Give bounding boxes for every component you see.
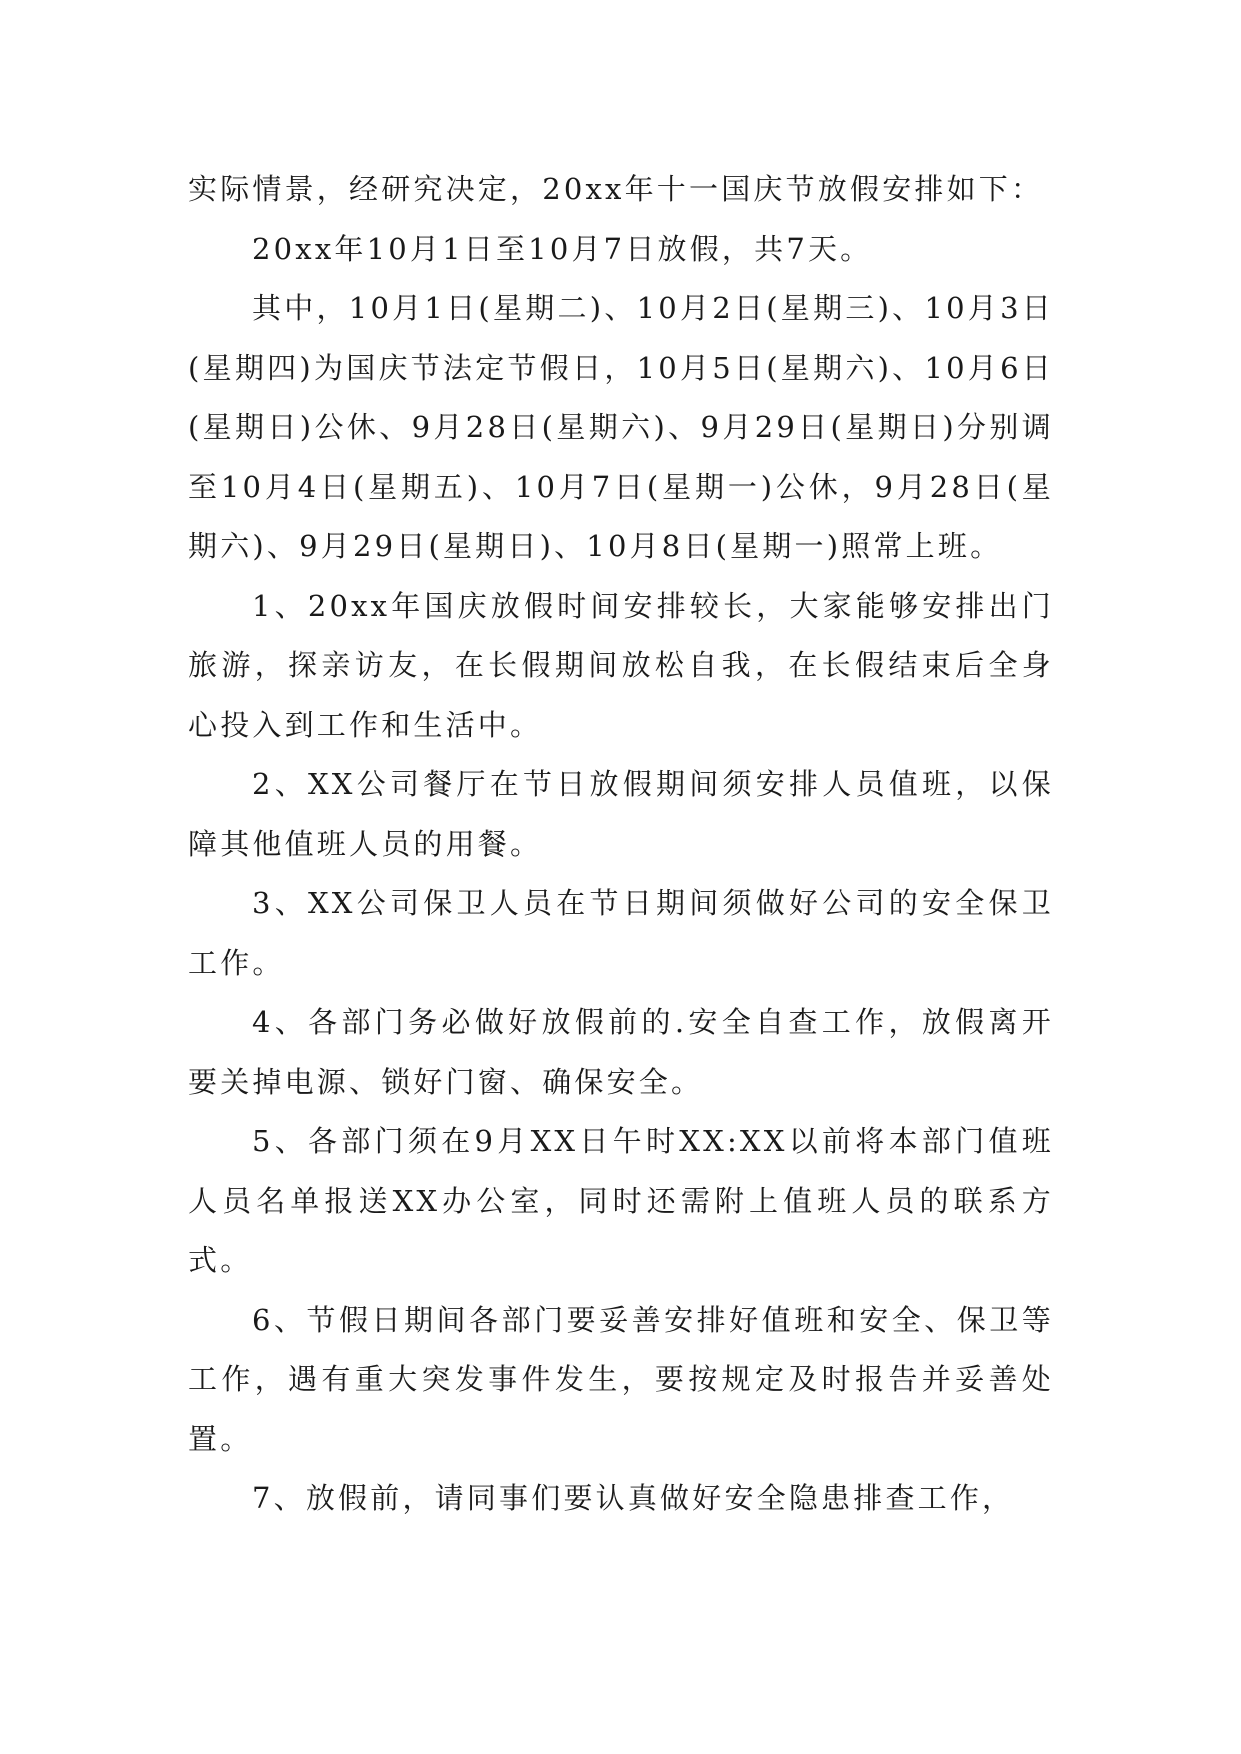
list-item-1: 1、20xx年国庆放假时间安排较长，大家能够安排出门旅游，探亲访友，在长假期间放松自我，在长假结束后全身心投入到工作和生活中。 — [188, 588, 1054, 742]
paragraph-intro-continuation: 实际情景，经研究决定，20xx年十一国庆节放假安排如下： — [188, 172, 1044, 206]
list-item-7: 7、放假前，请同事们要认真做好安全隐患排查工作， — [252, 1481, 1015, 1515]
paragraph-holiday-dates: 20xx年10月1日至10月7日放假，共7天。 — [252, 231, 873, 266]
list-item-4: 4、各部门务必做好放假前的.安全自查工作，放假离开要关掉电源、锁好门窗、确保安全。 — [188, 1005, 1054, 1099]
document-body — [188, 160, 1054, 1529]
paragraph-schedule-details: 其中，10月1日(星期二)、10月2日(星期三)、10月3日(星期四)为国庆节法定节假日，10月5日(星期六)、10月6日(星期日)公休、9月28日(星期六)、9月29日(星期日)分别调至10月4日(星期五)、10月7日(星期一)公休，9月28日(星期六)、9月29日(星期日)、10月8日(星期一)照常上班。 — [188, 291, 1054, 563]
list-item-5: 5、各部门须在9月XX日午时XX:XX以前将本部门值班人员名单报送XX办公室，同时还需附上值班人员的联系方式。 — [188, 1124, 1054, 1277]
list-item-2: 2、XX公司餐厅在节日放假期间须安排人员值班，以保障其他值班人员的用餐。 — [188, 767, 1054, 861]
list-item-3: 3、XX公司保卫人员在节日期间须做好公司的安全保卫工作。 — [188, 886, 1054, 980]
list-item-6: 6、节假日期间各部门要妥善安排好值班和安全、保卫等工作，遇有重大突发事件发生，要按规定及时报告并妥善处置。 — [188, 1302, 1054, 1456]
